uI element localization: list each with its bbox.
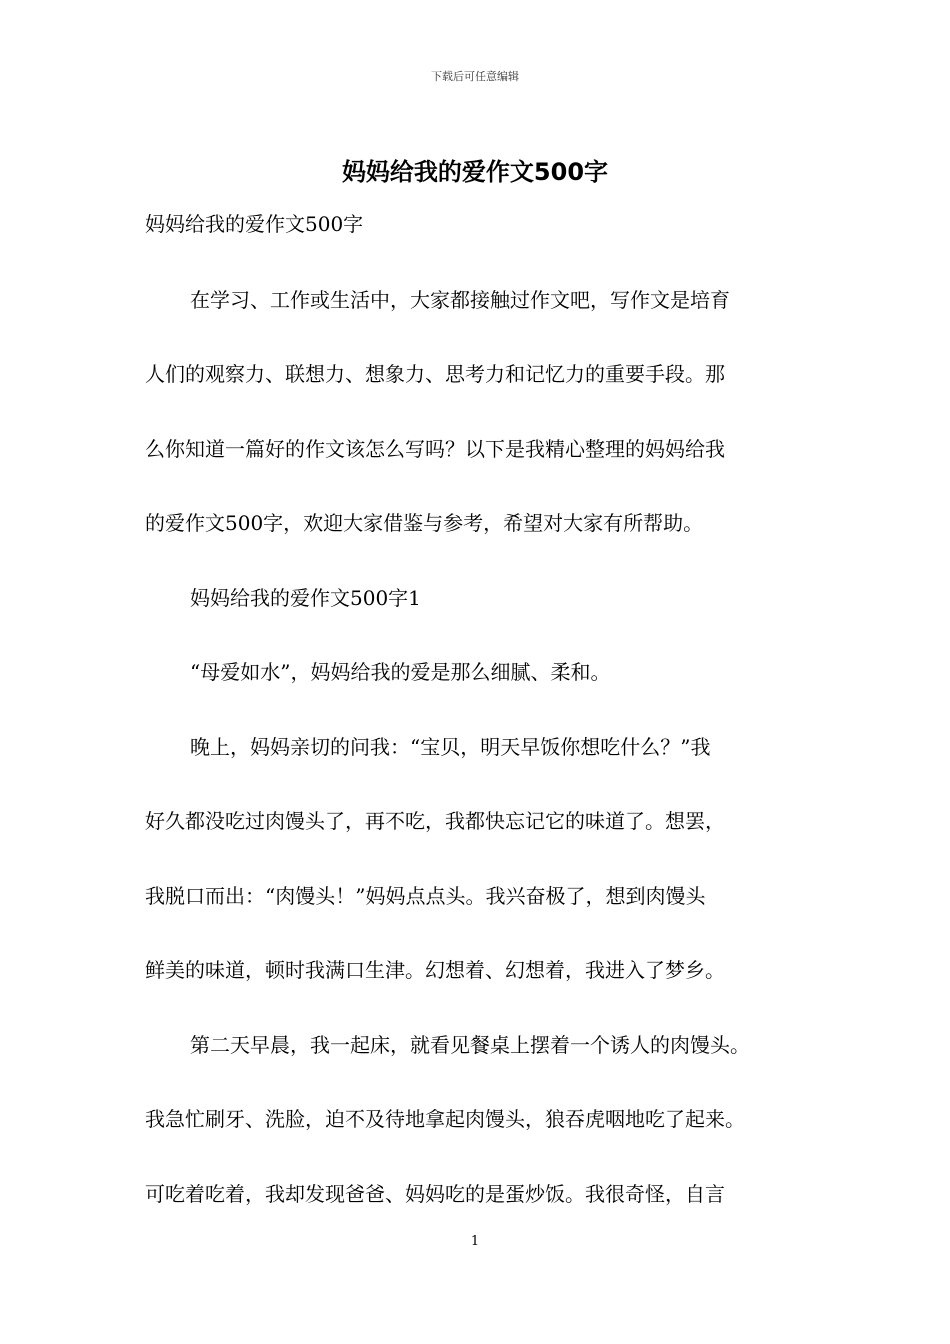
- paragraph-line: 的爱作文500字，欢迎大家借鉴与参考，希望对大家有所帮助。: [145, 511, 704, 535]
- section-heading: 妈妈给我的爱作文500字1: [190, 586, 421, 610]
- paragraph-line: 可吃着吃着，我却发现爸爸、妈妈吃的是蛋炒饭。我很奇怪，自言: [145, 1182, 725, 1206]
- paragraph-line: 鲜美的味道，顿时我满口生津。幻想着、幻想着，我进入了梦乡。: [145, 958, 725, 982]
- paragraph-line: 我急忙刷牙、洗脸，迫不及待地拿起肉馒头，狼吞虎咽地吃了起来。: [145, 1107, 745, 1131]
- paragraph-line: 人们的观察力、联想力、想象力、思考力和记忆力的重要手段。那: [145, 362, 725, 386]
- document-title: 妈妈给我的爱作文500字: [341, 158, 609, 186]
- paragraph-line: 晚上，妈妈亲切的问我：“宝贝，明天早饭你想吃什么？”我: [190, 735, 711, 759]
- header-note: 下载后可任意编辑: [431, 70, 519, 83]
- paragraph-line: “母爱如水”，妈妈给我的爱是那么细腻、柔和。: [190, 660, 611, 684]
- paragraph-line: 在学习、工作或生活中，大家都接触过作文吧，写作文是培育: [190, 288, 730, 312]
- paragraph-line: 我脱口而出：“肉馒头！”妈妈点点头。我兴奋极了，想到肉馒头: [145, 884, 706, 908]
- document-subtitle: 妈妈给我的爱作文500字: [145, 212, 364, 236]
- paragraph-line: 么你知道一篇好的作文该怎么写吗？以下是我精心整理的妈妈给我: [145, 437, 725, 461]
- paragraph-line: 好久都没吃过肉馒头了，再不吃，我都快忘记它的味道了。想罢，: [145, 809, 725, 833]
- paragraph-line: 第二天早晨，我一起床，就看见餐桌上摆着一个诱人的肉馒头。: [190, 1033, 750, 1057]
- page-number: 1: [470, 1234, 480, 1249]
